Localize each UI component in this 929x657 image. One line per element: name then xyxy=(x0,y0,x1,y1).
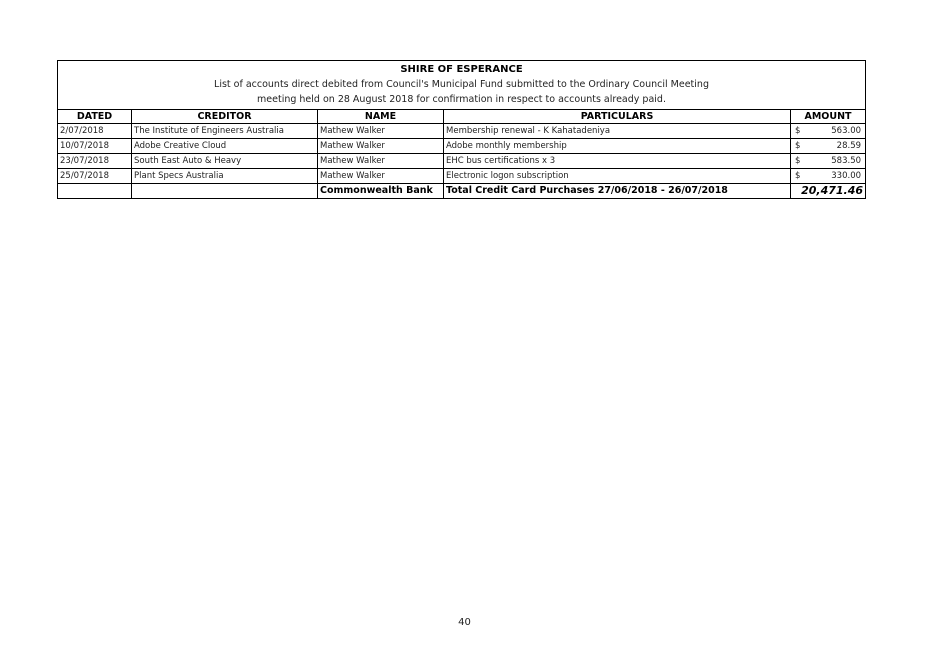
cell-amount xyxy=(791,124,866,139)
table-row xyxy=(58,139,866,154)
column-header-creditor: CREDITOR xyxy=(132,110,318,124)
cell-amount xyxy=(791,139,866,154)
column-header-amount: AMOUNT xyxy=(791,110,866,124)
cell-creditor: The Institute of Engineers Australia xyxy=(132,124,318,139)
cell-particulars: Membership renewal - K Kahatadeniya xyxy=(444,124,791,139)
amount-value: 330.00 xyxy=(831,171,862,181)
cell-particulars: Electronic logon subscription xyxy=(444,169,791,184)
total-amount: 20,471.46 xyxy=(791,184,866,199)
cell-creditor: Adobe Creative Cloud xyxy=(132,139,318,154)
document-subtitle-line-2: meeting held on 28 August 2018 for confirmation in respect to accounts already paid. xyxy=(257,94,666,105)
currency-symbol: $ xyxy=(795,171,801,181)
accounts-table xyxy=(57,60,866,199)
total-row xyxy=(58,184,866,199)
amount-value: 563.00 xyxy=(831,126,862,136)
document-subtitle-line-1: List of accounts direct debited from Council's Municipal Fund submitted to the Ordinary Council Meeting xyxy=(214,79,709,90)
page-number: 40 xyxy=(458,617,471,628)
table-header xyxy=(58,61,866,110)
cell-particulars: EHC bus certifications x 3 xyxy=(444,154,791,169)
cell-dated: 10/07/2018 xyxy=(58,139,132,154)
cell-dated-empty xyxy=(58,184,132,199)
amount-value: 583.50 xyxy=(831,156,862,166)
cell-particulars: Adobe monthly membership xyxy=(444,139,791,154)
cell-creditor-empty xyxy=(132,184,318,199)
cell-dated: 2/07/2018 xyxy=(58,124,132,139)
amount-value: 28.59 xyxy=(836,141,862,151)
cell-name: Mathew Walker xyxy=(318,154,444,169)
currency-symbol: $ xyxy=(795,126,801,136)
currency-symbol: $ xyxy=(795,156,801,166)
currency-symbol: $ xyxy=(795,141,801,151)
column-header-dated: DATED xyxy=(58,110,132,124)
cell-name: Mathew Walker xyxy=(318,124,444,139)
cell-amount xyxy=(791,154,866,169)
cell-name: Mathew Walker xyxy=(318,139,444,154)
cell-dated: 25/07/2018 xyxy=(58,169,132,184)
column-header-particulars: PARTICULARS xyxy=(444,110,791,124)
total-particulars: Total Credit Card Purchases 27/06/2018 - 26/07/2018 xyxy=(444,184,791,199)
column-header-row xyxy=(58,110,866,124)
table-header-cell xyxy=(58,61,866,110)
table-row xyxy=(58,169,866,184)
cell-name: Mathew Walker xyxy=(318,169,444,184)
table-row xyxy=(58,124,866,139)
cell-creditor: Plant Specs Australia xyxy=(132,169,318,184)
cell-dated: 23/07/2018 xyxy=(58,154,132,169)
table-row xyxy=(58,154,866,169)
document-title: SHIRE OF ESPERANCE xyxy=(400,64,523,75)
column-header-name: NAME xyxy=(318,110,444,124)
cell-creditor: South East Auto & Heavy xyxy=(132,154,318,169)
cell-amount xyxy=(791,169,866,184)
total-bank-name: Commonwealth Bank xyxy=(318,184,444,199)
